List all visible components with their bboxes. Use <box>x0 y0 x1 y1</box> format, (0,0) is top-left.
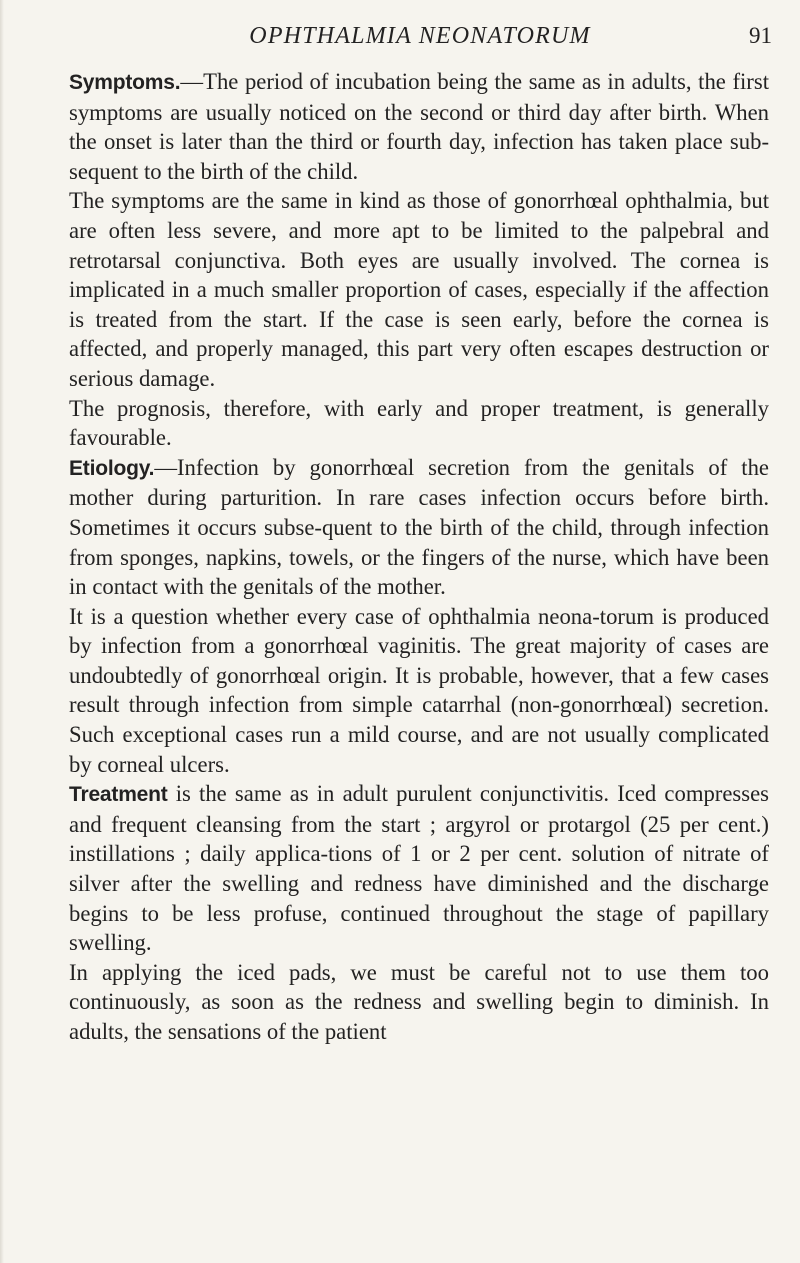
section-heading-treatment: Treatment <box>69 783 168 807</box>
heading-dash: — <box>180 69 204 94</box>
paragraph-text: is the same as in adult purulent conjunctivitis. Iced compresses and frequent cleansing from the start ; argyrol or protargol (25 per cent.) instillations ; daily applica-tions of 1 or 2 per cent. solution of nitrate of silver after the swelling and redness have diminished and the discharge begins to be less profuse, continued throughout the stage of papillary swelling. <box>69 781 769 956</box>
paragraph-prognosis: The prognosis, therefore, with early and proper treatment, is generally favourable. <box>69 395 769 451</box>
running-title: OPHTHALMIA NEONATORUM <box>249 23 591 49</box>
paragraph-text: Infection by gonorrhœal secretion from the genitals of the mother during parturition. In rare cases infection occurs before birth. Sometimes it occurs subse-quent to the birth of the child, through infection from sponges, napkins, towels, or the fingers of the nurse, which have been in contact with the genitals of the mother. <box>69 454 769 600</box>
page-number: 91 <box>749 23 772 48</box>
heading-dash: — <box>154 454 177 480</box>
paragraph-symptoms <box>69 67 769 186</box>
paragraph-treatment <box>69 779 769 958</box>
page-gutter-shadow <box>0 0 4 1263</box>
paragraph-iced-pads: In applying the iced pads, we must be careful not to use them too continuously, as soon as the redness and swelling begin to diminish. In adults, the sensations of the patient <box>69 959 769 1044</box>
paragraph-origin: It is a question whether every case of ophthalmia neona-torum is produced by infection from a gonorrhœal vaginitis. The great majority of cases are undoubtedly of gonorrhœal origin. It is probable, however, that a few cases result through infection from simple catarrhal (non-gonorrhœal) secretion. Such exceptional cases run a mild course, and are not usually complicated by corneal ulcers. <box>69 603 769 777</box>
section-heading-etiology: Etiology. <box>69 456 155 480</box>
paragraph-etiology <box>69 453 769 602</box>
section-heading-symptoms: Symptoms. <box>69 71 181 94</box>
paragraph-text: The period of incubation being the same as in adults, the first symptoms are usually noticed on the second or third day after birth. When the onset is later than the third or fourth day, infection has taken place sub-sequent to the birth of the child. <box>69 69 769 184</box>
running-header <box>68 20 772 52</box>
body-text <box>69 67 769 1047</box>
paragraph-symptoms-detail: The symptoms are the same in kind as those of gonorrhœal ophthalmia, but are often less severe, and more apt to be limited to the palpebral and retrotarsal conjunctiva. Both eyes are usually involved. The cornea is implicated in a much smaller proportion of cases, especially if the affection is treated from the start. If the case is seen early, before the cornea is affected, and properly managed, this part very often escapes destruction or serious damage. <box>69 188 769 391</box>
